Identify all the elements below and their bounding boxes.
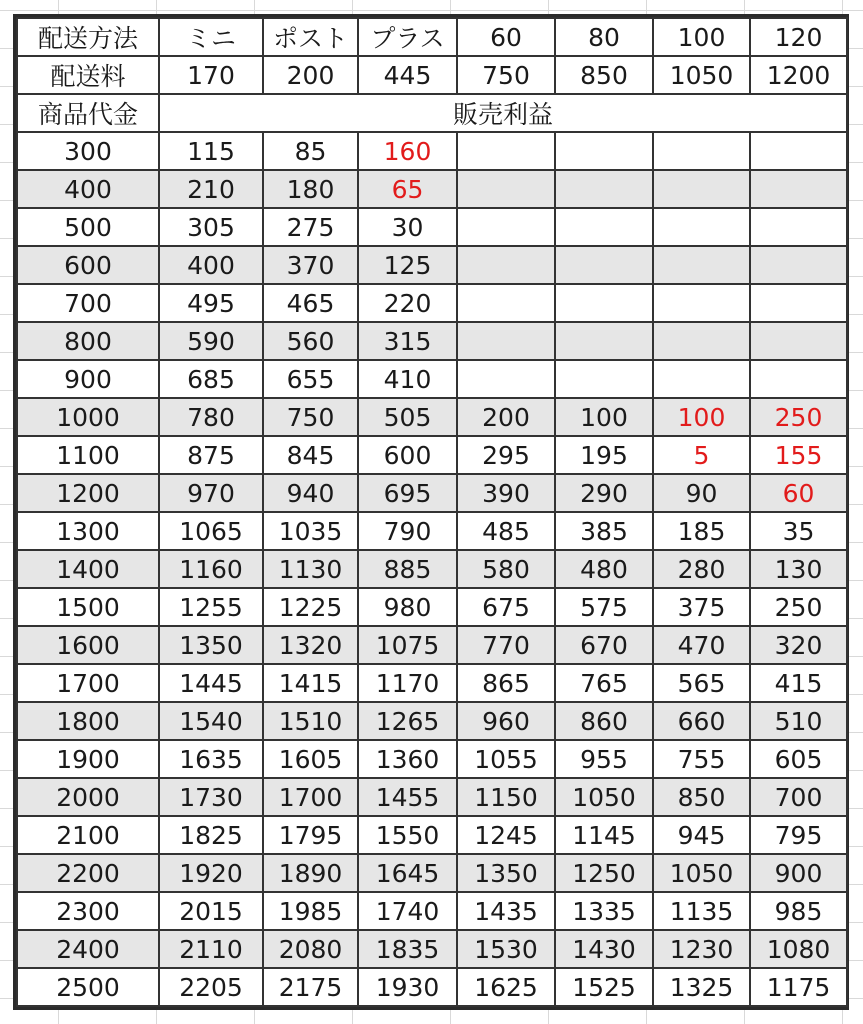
profit-cell[interactable]: 2175 (263, 968, 358, 1006)
profit-cell[interactable]: 400 (159, 246, 263, 284)
profit-cell[interactable]: 1835 (358, 930, 457, 968)
profit-cell[interactable]: 1540 (159, 702, 263, 740)
profit-cell[interactable]: 1930 (358, 968, 457, 1006)
profit-cell[interactable]: 465 (263, 284, 358, 322)
price-cell[interactable]: 600 (17, 246, 159, 284)
profit-cell[interactable]: 670 (555, 626, 653, 664)
profit-cell[interactable]: 580 (457, 550, 555, 588)
profit-cell[interactable]: 1985 (263, 892, 358, 930)
profit-cell[interactable]: 865 (457, 664, 555, 702)
table-row (17, 398, 847, 436)
price-cell[interactable]: 800 (17, 322, 159, 360)
profit-cell[interactable]: 795 (750, 816, 847, 854)
profit-cell[interactable]: 415 (750, 664, 847, 702)
profit-cell[interactable] (750, 208, 847, 246)
profit-cell[interactable]: 2080 (263, 930, 358, 968)
profit-cell[interactable]: 100 (555, 398, 653, 436)
profit-cell[interactable] (653, 322, 750, 360)
profit-cell[interactable]: 985 (750, 892, 847, 930)
profit-cell[interactable]: 675 (457, 588, 555, 626)
profit-cell[interactable]: 1075 (358, 626, 457, 664)
profit-cell[interactable]: 220 (358, 284, 457, 322)
profit-cell[interactable] (457, 322, 555, 360)
profit-cell[interactable]: 30 (358, 208, 457, 246)
profit-cell[interactable]: 1175 (750, 968, 847, 1006)
table-row (17, 360, 847, 398)
price-cell[interactable]: 1300 (17, 512, 159, 550)
profit-cell[interactable] (555, 170, 653, 208)
profit-cell[interactable]: 1510 (263, 702, 358, 740)
price-cell[interactable]: 1800 (17, 702, 159, 740)
profit-cell[interactable]: 660 (653, 702, 750, 740)
fee-cell-60[interactable]: 750 (457, 56, 555, 94)
profit-cell[interactable] (555, 132, 653, 170)
profit-cell[interactable]: 980 (358, 588, 457, 626)
profit-table (16, 17, 848, 1007)
profit-cell[interactable] (750, 132, 847, 170)
table-row (17, 702, 847, 740)
profit-cell[interactable]: 1135 (653, 892, 750, 930)
profit-cell[interactable]: 765 (555, 664, 653, 702)
fee-cell-120[interactable]: 1200 (750, 56, 847, 94)
profit-cell[interactable] (653, 246, 750, 284)
method-cell-100[interactable]: 100 (653, 18, 750, 56)
profit-cell[interactable]: 770 (457, 626, 555, 664)
profit-cell[interactable]: 320 (750, 626, 847, 664)
profit-cell[interactable] (555, 246, 653, 284)
price-cell[interactable]: 1200 (17, 474, 159, 512)
method-cell-60[interactable]: 60 (457, 18, 555, 56)
profit-cell[interactable]: 85 (263, 132, 358, 170)
profit-cell[interactable]: 1050 (653, 854, 750, 892)
profit-cell[interactable] (457, 170, 555, 208)
profit-cell[interactable]: 605 (750, 740, 847, 778)
profit-cell[interactable]: 970 (159, 474, 263, 512)
profit-cell[interactable]: 280 (653, 550, 750, 588)
profit-cell[interactable]: 1050 (555, 778, 653, 816)
profit-cell[interactable] (653, 170, 750, 208)
profit-cell[interactable]: 90 (653, 474, 750, 512)
profit-cell[interactable] (555, 208, 653, 246)
profit-cell[interactable]: 180 (263, 170, 358, 208)
profit-cell[interactable]: 590 (159, 322, 263, 360)
profit-cell[interactable]: 1145 (555, 816, 653, 854)
price-cell[interactable]: 400 (17, 170, 159, 208)
profit-cell[interactable]: 1645 (358, 854, 457, 892)
profit-cell[interactable]: 1435 (457, 892, 555, 930)
header-row-fee (17, 56, 847, 94)
fee-cell-mini[interactable]: 170 (159, 56, 263, 94)
profit-cell[interactable]: 2015 (159, 892, 263, 930)
profit-cell[interactable]: 790 (358, 512, 457, 550)
price-cell[interactable]: 1700 (17, 664, 159, 702)
profit-cell[interactable]: 1700 (263, 778, 358, 816)
price-cell[interactable]: 2400 (17, 930, 159, 968)
profit-cell[interactable]: 600 (358, 436, 457, 474)
profit-cell[interactable]: 755 (653, 740, 750, 778)
profit-cell[interactable] (457, 360, 555, 398)
profit-cell[interactable]: 1550 (358, 816, 457, 854)
profit-cell[interactable]: 1035 (263, 512, 358, 550)
price-cell[interactable]: 900 (17, 360, 159, 398)
profit-cell[interactable] (555, 322, 653, 360)
profit-cell[interactable]: 1320 (263, 626, 358, 664)
profit-cell[interactable]: 160 (358, 132, 457, 170)
profit-cell[interactable]: 700 (750, 778, 847, 816)
method-label-cell[interactable]: 配送方法 (17, 18, 159, 56)
profit-cell[interactable]: 1455 (358, 778, 457, 816)
profit-cell[interactable]: 860 (555, 702, 653, 740)
price-label-cell[interactable]: 商品代金 (17, 94, 159, 132)
profit-cell[interactable]: 100 (653, 398, 750, 436)
profit-cell[interactable]: 60 (750, 474, 847, 512)
profit-cell[interactable]: 505 (358, 398, 457, 436)
profit-cell[interactable]: 750 (263, 398, 358, 436)
fee-cell-post[interactable]: 200 (263, 56, 358, 94)
profit-cell[interactable]: 470 (653, 626, 750, 664)
profit-cell[interactable]: 560 (263, 322, 358, 360)
profit-cell[interactable]: 295 (457, 436, 555, 474)
profit-cell[interactable]: 1920 (159, 854, 263, 892)
profit-cell[interactable]: 1415 (263, 664, 358, 702)
profit-cell[interactable]: 1265 (358, 702, 457, 740)
profit-cell[interactable]: 845 (263, 436, 358, 474)
profit-cell[interactable]: 305 (159, 208, 263, 246)
profit-cell[interactable]: 1625 (457, 968, 555, 1006)
table-row (17, 170, 847, 208)
profit-cell[interactable]: 1530 (457, 930, 555, 968)
profit-cell[interactable]: 1170 (358, 664, 457, 702)
price-cell[interactable]: 2100 (17, 816, 159, 854)
profit-cell[interactable]: 960 (457, 702, 555, 740)
profit-cell[interactable]: 390 (457, 474, 555, 512)
table-row (17, 436, 847, 474)
table-row (17, 474, 847, 512)
profit-cell[interactable] (457, 208, 555, 246)
profit-cell[interactable] (457, 246, 555, 284)
profit-cell[interactable] (750, 360, 847, 398)
profit-cell[interactable]: 1230 (653, 930, 750, 968)
table-row (17, 246, 847, 284)
profit-cell[interactable]: 35 (750, 512, 847, 550)
price-cell[interactable]: 2200 (17, 854, 159, 892)
method-cell-plus[interactable]: プラス (358, 18, 457, 56)
profit-cell[interactable] (555, 284, 653, 322)
profit-cell[interactable]: 495 (159, 284, 263, 322)
profit-cell[interactable]: 275 (263, 208, 358, 246)
profit-cell[interactable]: 900 (750, 854, 847, 892)
table-row (17, 930, 847, 968)
profit-cell[interactable]: 2110 (159, 930, 263, 968)
profit-cell[interactable] (750, 246, 847, 284)
profit-cell[interactable] (750, 322, 847, 360)
profit-cell[interactable] (653, 208, 750, 246)
table-row (17, 550, 847, 588)
profit-cell[interactable]: 945 (653, 816, 750, 854)
profit-cell[interactable]: 485 (457, 512, 555, 550)
profit-cell[interactable]: 210 (159, 170, 263, 208)
profit-cell[interactable]: 780 (159, 398, 263, 436)
profit-cell[interactable]: 200 (457, 398, 555, 436)
table-row (17, 512, 847, 550)
profit-cell[interactable] (750, 284, 847, 322)
method-cell-mini[interactable]: ミニ (159, 18, 263, 56)
profit-cell[interactable]: 370 (263, 246, 358, 284)
table-row (17, 968, 847, 1006)
profit-cell[interactable]: 1080 (750, 930, 847, 968)
profit-cell[interactable]: 185 (653, 512, 750, 550)
table-row (17, 816, 847, 854)
profit-cell[interactable]: 65 (358, 170, 457, 208)
profit-label-cell[interactable]: 販売利益 (159, 94, 847, 132)
table-row (17, 626, 847, 664)
method-cell-80[interactable]: 80 (555, 18, 653, 56)
profit-table-frame (13, 14, 849, 1010)
profit-cell[interactable]: 155 (750, 436, 847, 474)
method-cell-120[interactable]: 120 (750, 18, 847, 56)
profit-cell[interactable]: 410 (358, 360, 457, 398)
profit-cell[interactable]: 125 (358, 246, 457, 284)
profit-cell[interactable] (457, 284, 555, 322)
fee-cell-100[interactable]: 1050 (653, 56, 750, 94)
profit-cell[interactable]: 5 (653, 436, 750, 474)
profit-cell[interactable]: 1635 (159, 740, 263, 778)
profit-cell[interactable]: 685 (159, 360, 263, 398)
fee-label-cell[interactable]: 配送料 (17, 56, 159, 94)
profit-cell[interactable]: 850 (653, 778, 750, 816)
price-cell[interactable]: 1000 (17, 398, 159, 436)
price-cell[interactable]: 2500 (17, 968, 159, 1006)
profit-cell[interactable]: 575 (555, 588, 653, 626)
profit-cell[interactable] (750, 170, 847, 208)
price-cell[interactable]: 1900 (17, 740, 159, 778)
table-row (17, 854, 847, 892)
profit-cell[interactable]: 565 (653, 664, 750, 702)
profit-cell[interactable]: 130 (750, 550, 847, 588)
price-cell[interactable]: 700 (17, 284, 159, 322)
profit-cell[interactable]: 1150 (457, 778, 555, 816)
profit-cell[interactable]: 1130 (263, 550, 358, 588)
profit-cell[interactable]: 695 (358, 474, 457, 512)
profit-cell[interactable] (653, 284, 750, 322)
profit-cell[interactable]: 195 (555, 436, 653, 474)
price-cell[interactable]: 2000 (17, 778, 159, 816)
fee-cell-80[interactable]: 850 (555, 56, 653, 94)
profit-cell[interactable]: 1825 (159, 816, 263, 854)
profit-cell[interactable]: 1360 (358, 740, 457, 778)
profit-cell[interactable] (653, 132, 750, 170)
profit-cell[interactable]: 1730 (159, 778, 263, 816)
profit-cell[interactable]: 1335 (555, 892, 653, 930)
profit-cell[interactable]: 510 (750, 702, 847, 740)
table-row (17, 740, 847, 778)
price-cell[interactable]: 2300 (17, 892, 159, 930)
profit-cell[interactable]: 1350 (159, 626, 263, 664)
profit-cell[interactable] (457, 132, 555, 170)
table-row (17, 892, 847, 930)
price-cell[interactable]: 1100 (17, 436, 159, 474)
price-cell[interactable]: 300 (17, 132, 159, 170)
profit-cell[interactable]: 315 (358, 322, 457, 360)
table-row (17, 132, 847, 170)
profit-cell[interactable]: 885 (358, 550, 457, 588)
table-row (17, 208, 847, 246)
table-row (17, 284, 847, 322)
profit-cell[interactable]: 1255 (159, 588, 263, 626)
profit-cell[interactable]: 1605 (263, 740, 358, 778)
profit-cell[interactable]: 385 (555, 512, 653, 550)
price-cell[interactable]: 1400 (17, 550, 159, 588)
profit-cell[interactable]: 250 (750, 588, 847, 626)
header-row-price (17, 94, 847, 132)
header-row-method (17, 18, 847, 56)
profit-cell[interactable]: 1250 (555, 854, 653, 892)
profit-cell[interactable] (653, 360, 750, 398)
profit-cell[interactable]: 1890 (263, 854, 358, 892)
profit-cell[interactable]: 1525 (555, 968, 653, 1006)
method-cell-post[interactable]: ポスト (263, 18, 358, 56)
profit-cell[interactable]: 480 (555, 550, 653, 588)
fee-cell-plus[interactable]: 445 (358, 56, 457, 94)
profit-cell[interactable]: 1325 (653, 968, 750, 1006)
price-cell[interactable]: 1600 (17, 626, 159, 664)
table-row (17, 322, 847, 360)
profit-cell[interactable]: 375 (653, 588, 750, 626)
profit-cell[interactable]: 1445 (159, 664, 263, 702)
profit-cell[interactable]: 2205 (159, 968, 263, 1006)
profit-cell[interactable]: 1065 (159, 512, 263, 550)
profit-cell[interactable]: 940 (263, 474, 358, 512)
profit-cell[interactable]: 1430 (555, 930, 653, 968)
profit-cell[interactable]: 1225 (263, 588, 358, 626)
profit-cell[interactable]: 1350 (457, 854, 555, 892)
profit-cell[interactable]: 115 (159, 132, 263, 170)
profit-cell[interactable]: 250 (750, 398, 847, 436)
table-row (17, 588, 847, 626)
profit-cell[interactable]: 1740 (358, 892, 457, 930)
table-row (17, 664, 847, 702)
profit-cell[interactable]: 875 (159, 436, 263, 474)
profit-cell[interactable]: 1795 (263, 816, 358, 854)
profit-cell[interactable]: 1055 (457, 740, 555, 778)
profit-cell[interactable]: 1160 (159, 550, 263, 588)
price-cell[interactable]: 1500 (17, 588, 159, 626)
profit-cell[interactable] (555, 360, 653, 398)
profit-cell[interactable]: 655 (263, 360, 358, 398)
profit-cell[interactable]: 290 (555, 474, 653, 512)
price-cell[interactable]: 500 (17, 208, 159, 246)
profit-cell[interactable]: 1245 (457, 816, 555, 854)
profit-cell[interactable]: 955 (555, 740, 653, 778)
table-row (17, 778, 847, 816)
